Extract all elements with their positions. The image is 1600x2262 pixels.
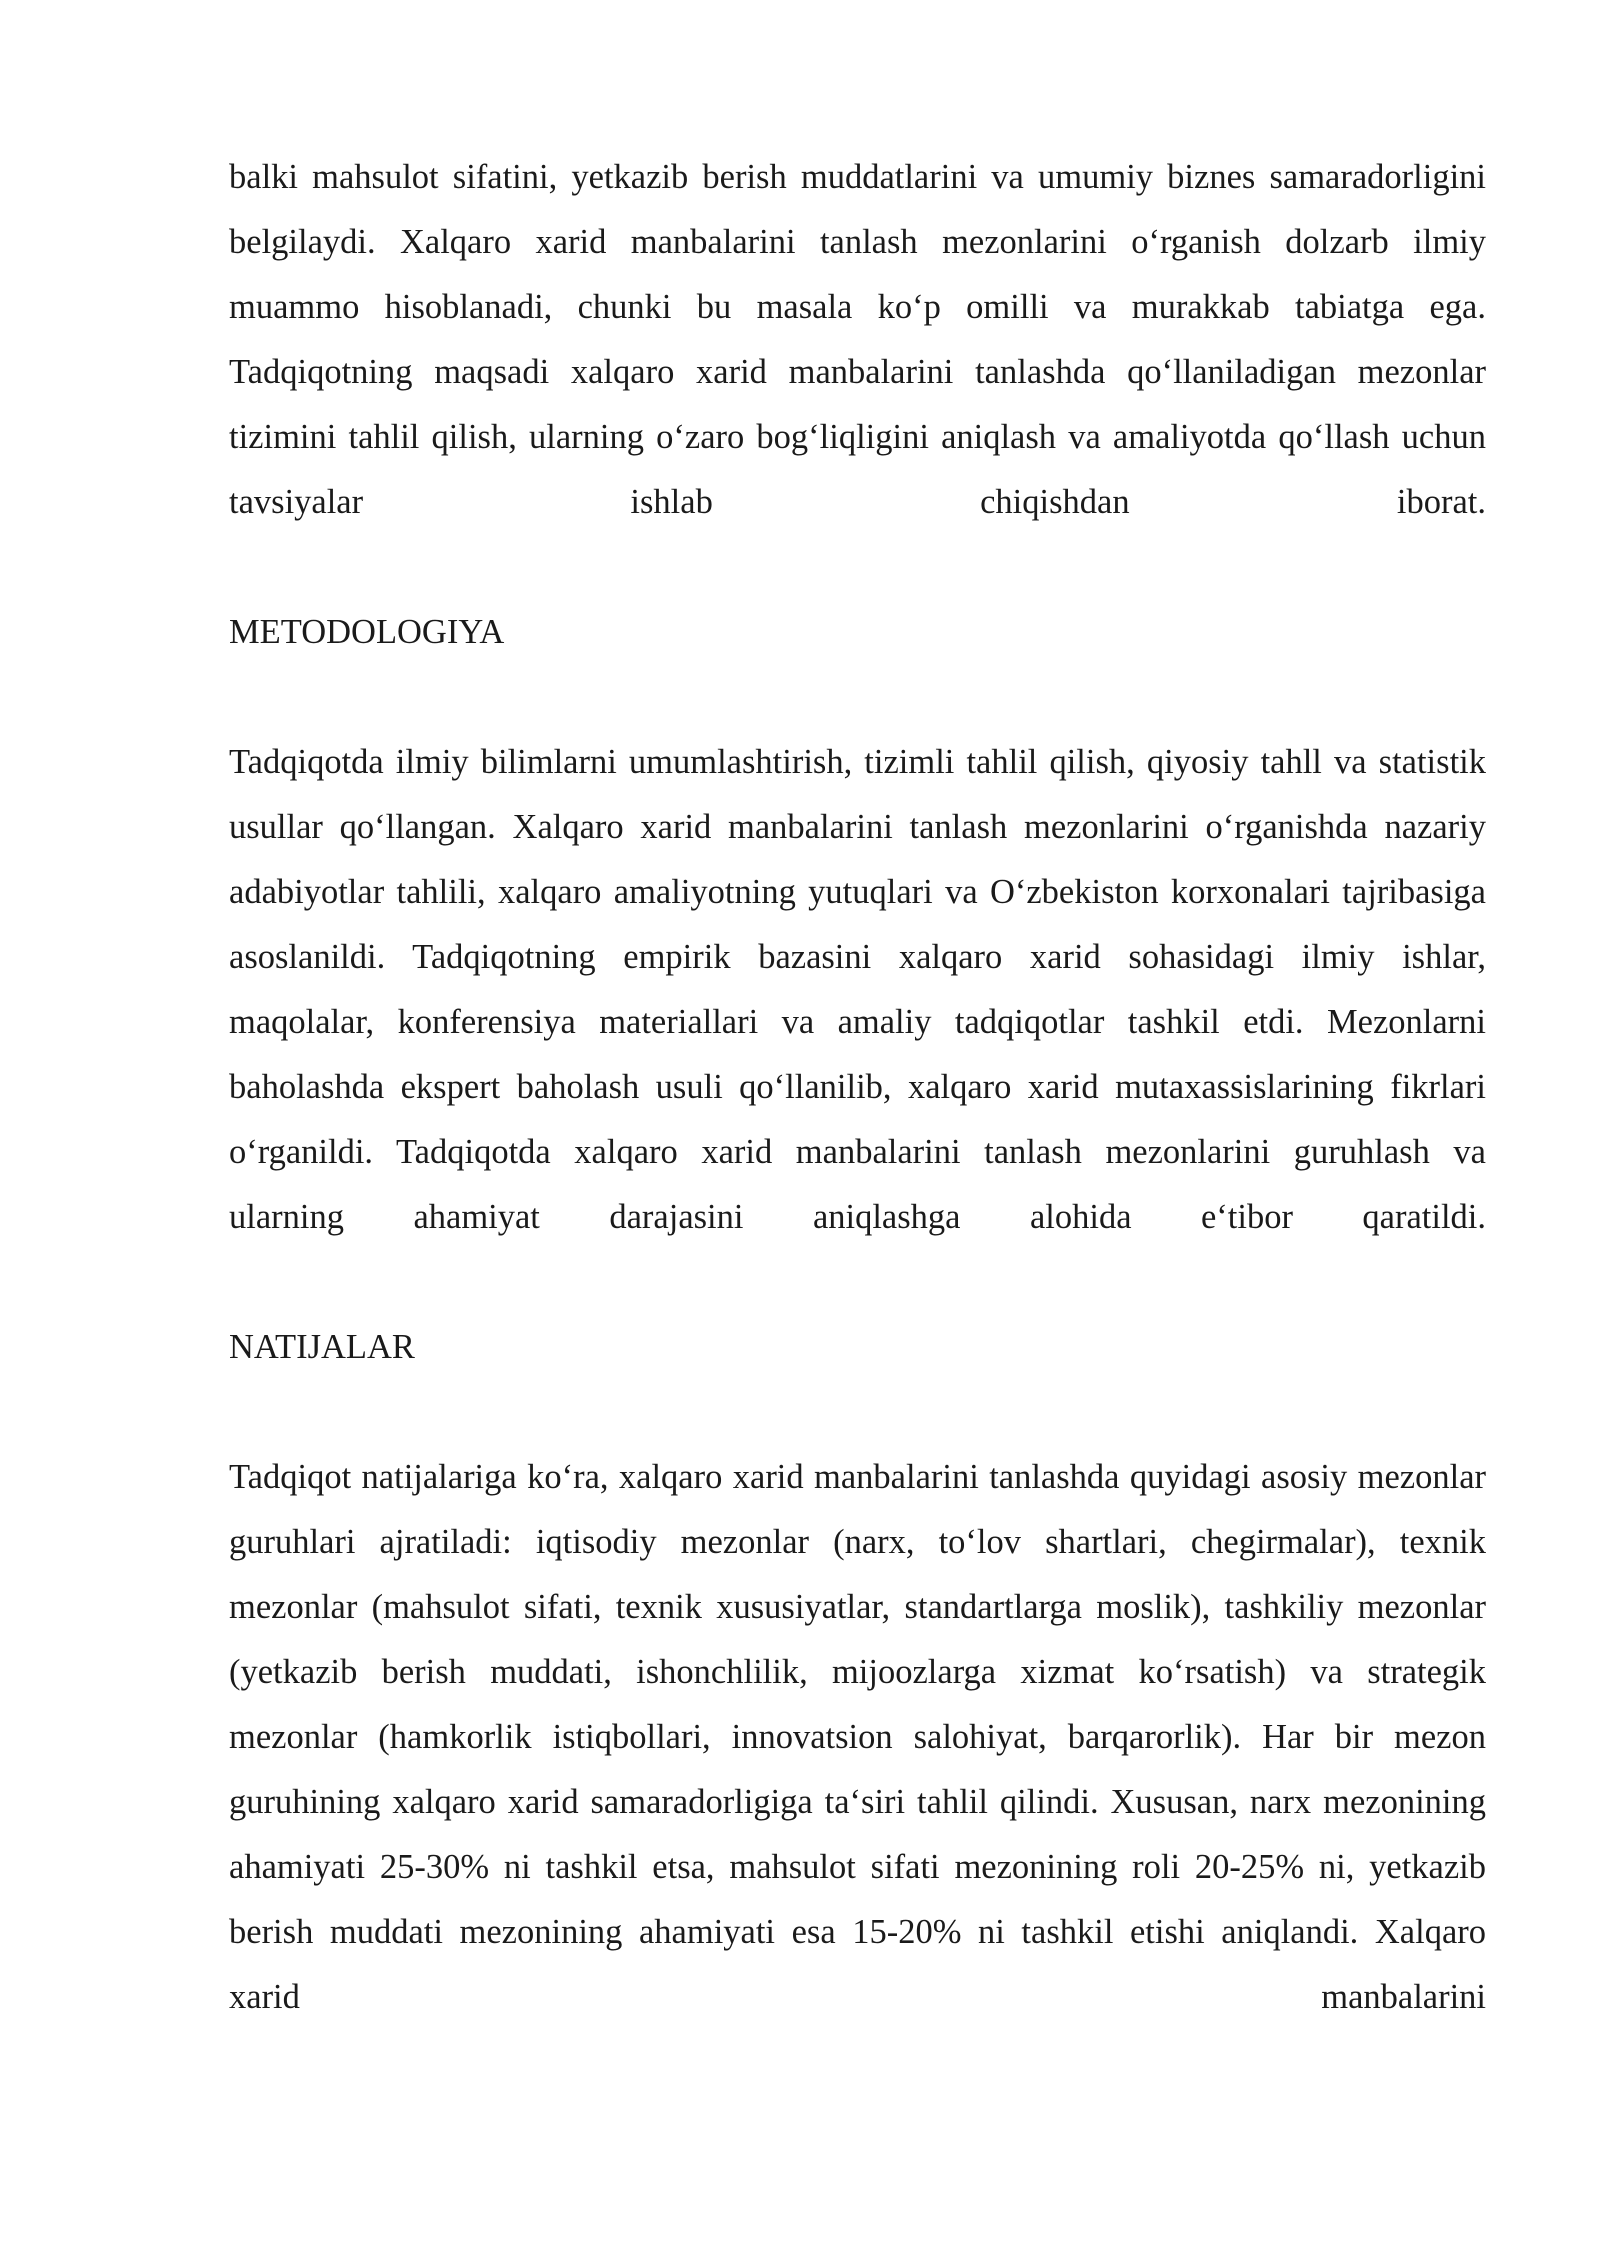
results-paragraph: Tadqiqot natijalariga ko‘ra, xalqaro xarid manbalarini tanlashda quyidagi asosiy mezonlar guruhlari ajratiladi: iqtisodiy mezonlar (narx, to‘lov shartlari, chegirmalar), texnik mezonlar (mahsulot sifati, texnik xususiyatlar, standartlarga moslik), tashkiliy mezonlar (yetkazib berish muddati, ishonchlilik, mijoozlarga xizmat ko‘rsatish) va strategik mezonlar (hamkorlik istiqbollari, innovatsion salohiyat, barqarorlik). Har bir mezon guruhining xalqaro xarid samaradorligiga ta‘siri tahlil qilindi. Xususan, narx mezonining ahamiyati 25-30% ni tashkil etsa, mahsulot sifati mezonining roli 20-25% ni, yetkazib berish muddati mezonining ahamiyati esa 15-20% ni tashkil etishi aniqlandi. Xalqaro xarid manbalarini <box>229 1458 1486 2016</box>
methodology-heading: METODOLOGIYA <box>229 613 505 651</box>
document-body <box>229 145 1486 2030</box>
results-heading: NATIJALAR <box>229 1328 415 1366</box>
methodology-paragraph: Tadqiqotda ilmiy bilimlarni umumlashtirish, tizimli tahlil qilish, qiyosiy tahll va statistik usullar qo‘llangan. Xalqaro xarid manbalarini tanlash mezonlarini o‘rganishda nazariy adabiyotlar tahlili, xalqaro amaliyotning yutuqlari va O‘zbekiston korxonalari tajribasiga asoslanildi. Tadqiqotning empirik bazasini xalqaro xarid sohasidagi ilmiy ishlar, maqolalar, konferensiya materiallari va amaliy tadqiqotlar tashkil etdi. Mezonlarni baholashda ekspert baholash usuli qo‘llanilib, xalqaro xarid mutaxassislarining fikrlari o‘rganildi. Tadqiqotda xalqaro xarid manbalarini tanlash mezonlarini guruhlash va ularning ahamiyat darajasini aniqlashga alohida e‘tibor qaratildi. <box>229 743 1486 1236</box>
intro-paragraph: balki mahsulot sifatini, yetkazib berish muddatlarini va umumiy biznes samaradorligini belgilaydi. Xalqaro xarid manbalarini tanlash mezonlarini o‘rganish dolzarb ilmiy muammo hisoblanadi, chunki bu masala ko‘p omilli va murakkab tabiatga ega. Tadqiqotning maqsadi xalqaro xarid manbalarini tanlashda qo‘llaniladigan mezonlar tizimini tahlil qilish, ularning o‘zaro bog‘liqligini aniqlash va amaliyotda qo‘llash uchun tavsiyalar ishlab chiqishdan iborat. <box>229 158 1486 521</box>
